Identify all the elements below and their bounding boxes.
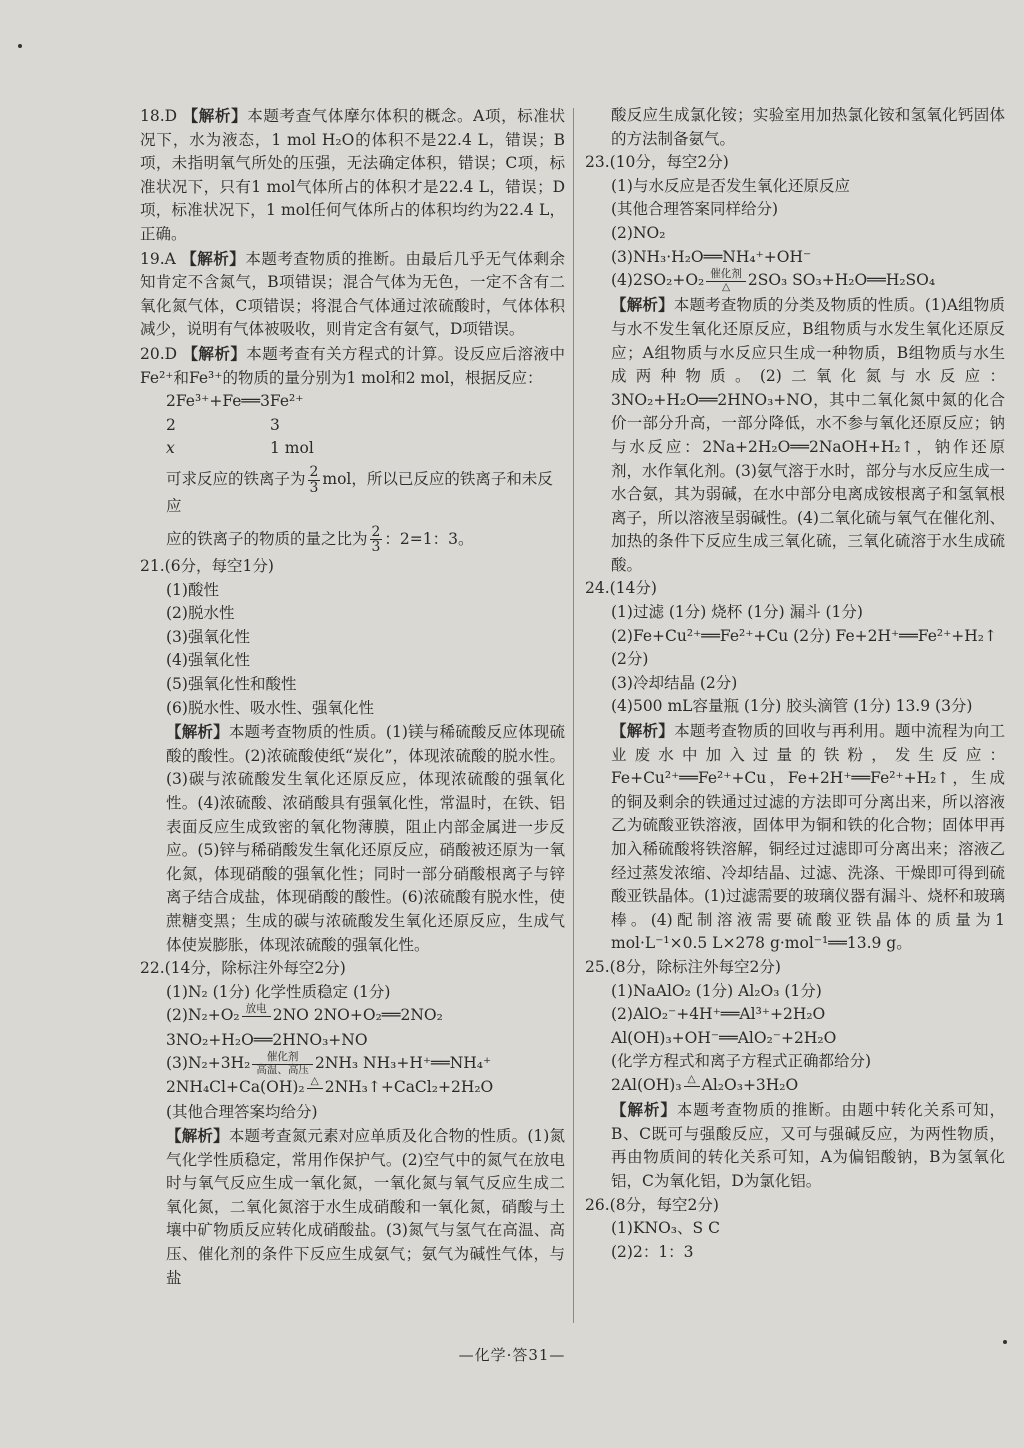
page-footer: —化学·答31— [458,1346,566,1364]
analysis-tag: 【解析】 [182,343,247,363]
answer-item [140,1052,565,1076]
left-column [140,104,565,1290]
answer-item: (其他合理答案同样给分) [611,200,779,219]
condition-text: 催化剂 [706,269,746,282]
equation: 2Fe³⁺+Fe══3Fe²⁺ [166,392,304,411]
conclusion-line [140,525,565,555]
answer-item: (2)NO₂ [611,223,666,242]
analysis-tag: 【解析】 [166,722,229,742]
fraction-numerator: 2 [371,523,381,540]
analysis-text: 本题考查有关方程式的计算。设反应后溶液中Fe²⁺和Fe³⁺的物质的量分别为1 mol和2 mol，根据反应： [140,344,565,387]
conclusion-text: mol，所以已反应的铁离子和未反应 [166,470,553,516]
answer-20 [140,342,565,390]
analysis-tag: 【解析】 [611,721,675,741]
equation-part: (4)2SO₂+O₂ [611,271,705,290]
analysis-text: 本题考查物质的回收与再利用。题中流程为向工业废水中加入过量的铁粉，发生反应：Fe+Cu²⁺══Fe²⁺+Cu，Fe+2H⁺══Fe²⁺+H₂↑，生成的铜及剩余的铁通过过滤的方法即可分离出来，所以溶液乙为硫酸亚铁溶液，固体甲为铜和铁的化合物；固体甲再加入稀硫酸将铁溶解，铜经过过滤即可分离出来；溶液乙经过蒸发浓缩、冷却结晶、过滤、洗涤、干燥即可得到硫酸亚铁晶体。(1)过滤需要的玻璃仪器有漏斗、烧杯和玻璃棒。(4)配制溶液需要硫酸亚铁晶体的质量为1 mol·L⁻¹×0.5 L×278 g·mol⁻¹══13.9 g。 [611,722,1005,953]
equation-part: (2)N₂+O₂ [166,1006,240,1025]
scan-speck [18,44,22,48]
condition-text: △ [684,1074,700,1087]
answer-item: (4)强氧化性 [166,651,250,670]
question-header: 26.(8分，每空2分) [585,1195,719,1214]
answer-19 [140,247,565,342]
analysis-22-continued: 酸反应生成氯化铵；实验室用加热氯化铵和氢氧化钙固体的方法制备氨气。 [611,106,1005,148]
reaction-condition [684,1074,700,1098]
question-header: 25.(8分，除标注外每空2分) [585,957,781,976]
ratio-row [140,414,565,438]
equation-part: 2Al(OH)₃ [611,1076,682,1095]
equation-part: 2NO 2NO+O₂══2NO₂ [272,1006,443,1025]
answer-item: (1)NaAlO₂ (1分) Al₂O₃ (1分) [611,981,822,1000]
answer-item [585,1074,1005,1098]
condition-text: △ [307,1076,323,1089]
conclusion-text: 应的铁离子的物质的量之比为 [166,529,368,548]
answer-item [585,269,1005,293]
equation-part: Al₂O₃+3H₂O [701,1076,799,1095]
ratio-value: 1 mol [270,439,314,458]
reaction-condition [242,1004,271,1028]
answer-item: (化学方程式和离子方程式正确都给分) [611,1052,872,1071]
reaction-condition [706,269,746,293]
analysis-tag: 【解析】 [166,1126,229,1146]
answer-item: (2)2：1：3 [611,1242,694,1261]
answer-item [140,1004,565,1028]
fraction-denominator: 3 [309,479,319,496]
ratio-row [140,437,565,461]
fraction [308,465,321,495]
condition-text: 放电 [242,1004,271,1017]
question-header: 21.(6分，每空1分) [140,557,274,576]
question-header: 22.(14分，除标注外每空2分) [140,959,346,978]
answer-item: (3)冷却结晶 (2分) [611,673,738,692]
analysis-text: 本题考查物质的推断。由最后几乎无气体剩余知肯定不含氮气，B项错误；混合气体为无色，一定不含有二氧化氮气体，C项错误；将混合气体通过浓硫酸时，气体体积减少，说明有气体被吸收，则肯定含有氨气，D项错误。 [140,249,565,339]
analysis-text: 本题考查物质的性质。(1)镁与稀硫酸反应体现硫酸的酸性。(2)浓硫酸使纸“炭化”，体现浓硫酸的脱水性。(3)碳与浓硫酸发生氧化还原反应，体现浓硫酸的强氧化性。(4)浓硫酸、浓硝酸具有强氧化性，常温时，在铁、铝表面反应生成致密的氧化物薄膜，阻止内部金属进一步反应。(5)锌与稀硝酸发生氧化还原反应，硝酸被还原为一氧化氮，体现硝酸的强氧化性；同时一部分硝酸根离子与锌离子结合成盐，体现硝酸的酸性。(6)浓硫酸有脱水性，使蔗糖变黑；生成的碳与浓硫酸发生氧化还原反应，生成气体使炭膨胀，体现浓硫酸的强氧化性。 [166,723,565,954]
question-number: 20.D [140,344,178,363]
analysis-text: 本题考查物质的分类及物质的性质。(1)A组物质与水不发生氧化还原反应，B组物质与水发生氧化还原反应；A组物质与水反应只生成一种物质，B组物质与水生成两种物质。(2)二氧化氮与水反应：3NO₂+H₂O══2HNO₃+NO，其中二氧化氮中氮的化合价一部分升高，一部分降低，水不参与氧化还原反应；钠与水反应：2Na+2H₂O══2NaOH+H₂↑，钠作还原剂，水作氧化剂。(3)氨气溶于水时，部分与水反应生成一水合氨，其为弱碱，在水中部分电离成铵根离子和氢氧根离子，所以溶液呈弱碱性。(4)二氧化硫与氧气在催化剂、加热的条件下反应生成三氧化硫，三氧化硫溶于水生成硫酸。 [611,296,1005,574]
ratio-value: 2 [166,415,176,434]
conclusion-text: ：2=1：3。 [384,529,474,548]
answer-item: (2)Fe+Cu²⁺══Fe²⁺+Cu (2分) Fe+2H⁺══Fe²⁺+H₂↑ (2分) [611,626,998,669]
answer-item [140,1076,565,1100]
answer-item: (1)与水反应是否发生氧化还原反应 [611,176,850,195]
equation-part: 2NH₃ NH₃+H⁺══NH₄⁺ [314,1054,492,1073]
answer-item: Al(OH)₃+OH⁻══AlO₂⁻+2H₂O [611,1028,837,1047]
equation-part: 2NH₃↑+CaCl₂+2H₂O [324,1078,494,1097]
analysis-text: 本题考查氮元素对应单质及化合物的性质。(1)氮气化学性质稳定，常用作保护气。(2)空气中的氮气在放电时与氧气反应生成一氧化氮，一氧化氮与氧气反应生成二氧化氮，二氧化氮溶于水生成硝酸和一氧化氮，硝酸与土壤中矿物质反应转化成硝酸盐。(3)氮气与氢气在高温、高压、催化剂的条件下反应生成氨气；氨气为碱性气体，与盐 [166,1127,565,1287]
column-divider [573,108,574,1323]
analysis-22 [140,1124,565,1290]
conclusion-text: 可求反应的铁离子为 [166,470,306,489]
answer-item: (5)强氧化性和酸性 [166,675,297,694]
reaction-condition [252,1052,313,1076]
answer-item: (1)酸性 [166,580,219,599]
question-header: 23.(10分，每空2分) [585,153,729,172]
answer-item: (1)N₂ (1分) 化学性质稳定 (1分) [166,982,391,1001]
analysis-tag: 【解析】 [182,106,248,125]
equation-part: 2NH₄Cl+Ca(OH)₂ [166,1078,305,1097]
analysis-25 [585,1098,1005,1193]
answer-item: 3NO₂+H₂O══2HNO₃+NO [166,1030,368,1049]
answer-item: (2)脱水性 [166,604,235,623]
condition-text: 高温、高压 [256,1063,309,1076]
condition-text: △ [722,280,731,293]
analysis-tag: 【解析】 [181,248,246,268]
right-column [585,104,1005,1264]
answer-item: (3)NH₃·H₂O══NH₄⁺+OH⁻ [611,247,812,266]
analysis-text: 本题考查气体摩尔体积的概念。A项，标准状况下，水为液态，1 mol H₂O的体积不是22.4 L，错误；B项，未指明氧气所处的压强，无法确定体积，错误；C项，标准状况下，只有1 mol气体所占的体积才是22.4 L，错误；D项，标准状况下，1 mol任何气体所占的体积均约为22.4 L，正确。 [140,107,565,243]
fraction [370,525,383,555]
equation-part: (3)N₂+3H₂ [166,1054,251,1073]
answer-18 [140,104,565,247]
ratio-value: 3 [270,415,280,434]
answer-item: (6)脱水性、吸水性、强氧化性 [166,698,374,717]
answer-item: (4)500 mL容量瓶 (1分) 胶头滴管 (1分) 13.9 (3分) [611,697,973,716]
condition-text: 催化剂 [252,1052,313,1065]
question-number: 19.A [140,249,176,268]
question-number: 18.D [140,107,178,125]
reaction-condition [307,1076,323,1100]
answer-item: (2)AlO₂⁻+4H⁺══Al³⁺+2H₂O [611,1005,826,1024]
analysis-tag: 【解析】 [611,1100,677,1120]
analysis-text: 本题考查物质的推断。由题中转化关系可知，B、C既可与强酸反应，又可与强碱反应，为两性物质，再由物质间的转化关系可知，A为偏铝酸钠，B为氢氧化铝，C为氧化铝，D为氯化铝。 [611,1101,1005,1190]
equation-part: 2SO₃ SO₃+H₂O══H₂SO₄ [747,271,936,290]
conclusion-line [140,465,565,519]
ratio-value: x [166,439,175,458]
analysis-23 [585,293,1005,577]
answer-item: (其他合理答案均给分) [166,1102,318,1121]
analysis-24 [585,719,1005,956]
analysis-21 [140,720,565,957]
fraction-numerator: 2 [309,463,319,480]
fraction-denominator: 3 [371,539,381,556]
question-header: 24.(14分) [585,579,657,598]
answer-item: (1)KNO₃、S C [611,1219,720,1238]
answer-item: (1)过滤 (1分) 烧杯 (1分) 漏斗 (1分) [611,603,863,622]
answer-item: (3)强氧化性 [166,627,250,646]
analysis-tag: 【解析】 [611,295,674,315]
